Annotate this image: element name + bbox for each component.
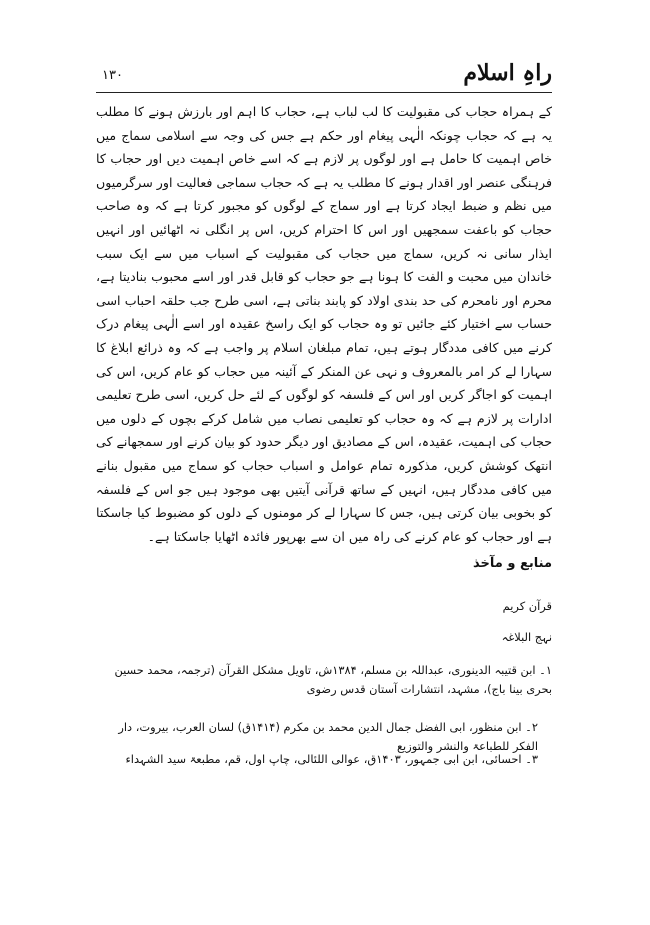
reference-quran: قرآن کریم	[502, 599, 552, 613]
body-text	[96, 100, 552, 548]
references-heading: منابع و مآخذ	[473, 556, 552, 571]
page-header	[96, 58, 552, 93]
journal-title: راہِ اسلام	[463, 60, 552, 86]
reference-item: ۱۔ ابن قتیبہ الدینوری، عبداللہ بن مسلم، ۱۳۸۴ش، تاویل مشکل القرآن (ترجمہ، محمد حسین بحری بینا باج)، مشہد، انتشارات آستان قدس رضوی	[114, 663, 552, 696]
reference-nahj-al-balagha: نہج البلاغہ	[501, 630, 552, 644]
page-number: ۱۳۰	[102, 68, 123, 83]
reference-item: ۳۔ احسائی، ابن ابی جمہور، ۱۴۰۳ق، عوالی اللئالی، چاپ اول، قم، مطبعۃ سید الشہداء	[125, 752, 538, 766]
reference-item: ۲۔ ابن منظور، ابی الفضل جمال الدین محمد بن مکرم (۱۴۱۴ق) لسان العرب، بیروت، دار الفکر للطباعۃ والنشر والتوزیع	[118, 720, 538, 753]
body-paragraph: کے ہمراہ حجاب کی مقبولیت کا لب لباب ہے، حجاب کا اہم اور بارزش ہونے کا مطلب یہ ہے کہ حجاب چونکہ الٰہی پیغام اور حکم ہے جس کی وجہ سے اسلامی سماج میں خاص اہمیت کا حامل ہے اور لوگوں پر لازم ہے کہ اسے خاص اہمیت دیں اور حجاب کا فرہنگی عنصر اور اقدار ہونے کا مطلب یہ ہے کہ حجاب سماجی فعالیت اور سرگرمیوں میں نظم و ضبط ایجاد کرتا ہے اور سماج کے لوگوں کو مجبور کرتا ہے کہ وہ صاحب حجاب کو باعفت سمجھیں اور اس کا احترام کریں، اس پر انگلی نہ اٹھائیں اور انہیں ایذار سانی نہ کریں، سماج میں حجاب کی مقبولیت کے اسباب میں سے ایک سبب خاندان میں محبت و الفت کا ہونا ہے جو حجاب کو قابل قدر اور اسے محبوب بنادیتا ہے، محرم اور نامحرم کی حد بندی اولاد کو پابند بناتی ہے، اسی طرح جب حلقہ احباب اسی حساب سے اختیار کئے جائیں تو وہ حجاب کو ایک راسخ عقیدہ اور اسے الٰہی پیغام درک کرنے میں کافی مددگار ہوتے ہیں، تمام مبلغان اسلام پر واجب ہے کہ وہ ذرائع ابلاغ کا سہارا لے کر امر بالمعروف و نہی عن المنکر کے آئینہ میں حجاب کو عام کریں، اس کی اہمیت کو اجاگر کریں اور اس کے فلسفہ کو لوگوں کے لئے حل کریں، اسی طرح تعلیمی ادارات پر لازم ہے کہ وہ حجاب کو تعلیمی نصاب میں شامل کرکے بچوں کے دلوں میں حجاب کی اہمیت، عقیدہ، اس کے مصادیق اور دیگر حدود کو بیان کرنے اور سمجھانے کی انتھک کوشش کریں، مذکورہ تمام عوامل و اسباب حجاب کو سماج میں مقبول بنانے میں کافی مددگار ہیں، انہیں کے ساتھ قرآنی آیتیں بھی موجود ہیں جو اس کے فلسفہ کو بخوبی بیان کرتی ہیں، جس کا سہارا لے کر مومنوں کے دلوں کو مضبوط کیا جاسکتا ہے اور حجاب کو عام کرنے کی راہ میں ان سے بھرپور فائدہ اٹھایا جاسکتا ہے۔	[96, 104, 552, 544]
